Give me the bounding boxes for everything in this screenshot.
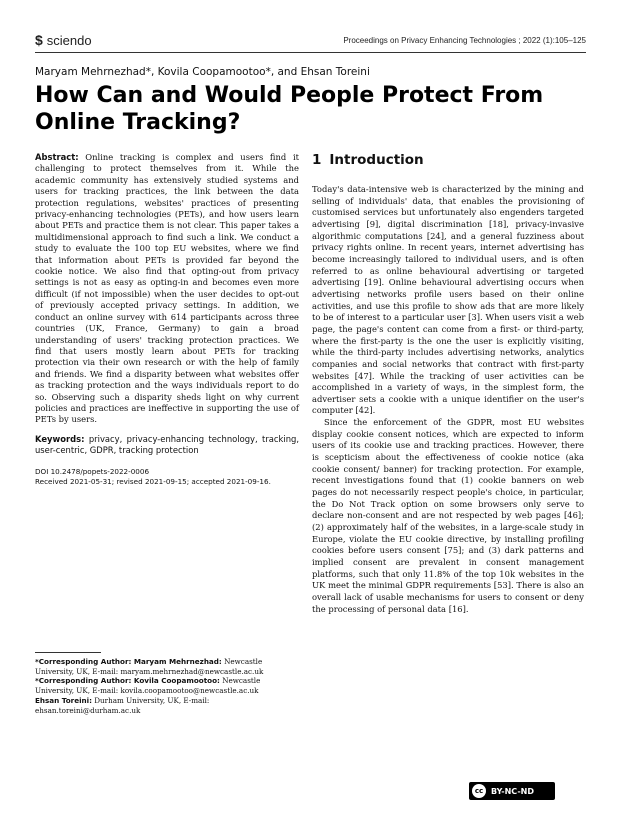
footnote-rule	[35, 652, 101, 653]
footnote-item: Ehsan Toreini: Durham University, UK, E-mail: ehsan.toreini@durham.ac.uk	[35, 695, 210, 715]
doi: DOI 10.2478/popets-2022-0006	[35, 466, 150, 476]
publisher-name: sciendo	[46, 32, 92, 48]
footnotes	[35, 657, 299, 715]
footnote-item: *Corresponding Author: Kovila Coopamootoo: Newcastle University, UK, E-mail: kovila.coopamootoo@newcastle.ac.uk	[35, 676, 261, 696]
section-heading	[312, 152, 584, 168]
footnote-item: *Corresponding Author: Maryam Mehrnezhad: Newcastle University, UK, E-mail: maryam.mehrnezhad@newcastle.ac.uk	[35, 657, 264, 676]
keywords	[35, 434, 299, 457]
section-title: Introduction	[329, 152, 424, 168]
body-paragraph: Since the enforcement of the GDPR, most EU websites display cookie consent notices, which are expected to inform users of its cookie use and tracking practices. However, there is scepticism about the effectiveness of cookie notice (aka cookie consent/ banner) for tracking protection. For example, recent investigations found that (1) cookie banners on web pages do not necessarily respect people's choice, in particular, the Do Not Track option on some browsers only serve to declare non-consent and are not respected by web pages [46]; (2) approximately half of the websites, in a large-scale study in Europe, violate the EU cookie directive, by installing profiling cookies before users consent [75]; and (3) dark patterns and implied consent are prevalent in consent management platforms, such that only 11.8% of the top 10k websites in the UK meet the minimal GDPR requirements [53]. There is also an overall lack of usable mechanisms for users to consent or deny the processing of personal data [16].	[312, 417, 584, 614]
abstract-text: Online tracking is complex and users find it challenging to protect themselves from it. While the academic community has extensively studied systems and users for tracking practices, the link between the data protection regulations, websites' practices of presenting privacy-enhancing technologies (PETs), and how users learn about PETs and practice them is not clear. This paper takes a multidimensional approach to find such a link. We conduct a study to evaluate the 100 top EU websites, where we find that information about PETs is provided far beyond the cookie notice. We also find that opting-out from privacy settings is not as easy as opting-in and becomes even more difficult (if not impossible) when the user decides to opt-out of previously accepted privacy settings. In addition, we conduct an online survey with 614 participants across three countries (UK, France, Germany) to gain a broad understanding of users' tracking protection practices. We find that users mostly learn about PETs for tracking protection via their own research or with the help of family and friends. We find a disparity between what websites offer as tracking protection and the ways individuals report to do so. Observing such a disparity sheds light on why current policies and practices are ineffective in supporting the use of PETs by users.	[35, 152, 299, 425]
creative-commons-icon: cc	[472, 784, 486, 798]
right-column	[312, 152, 584, 615]
sciendo-logo-icon: $	[35, 32, 43, 48]
paper-title: How Can and Would People Protect From Online Tracking?	[35, 83, 544, 135]
license-text: BY-NC-ND	[491, 786, 535, 796]
keywords-label: Keywords:	[35, 433, 85, 444]
publisher-logo	[35, 32, 92, 48]
license-badge[interactable]	[469, 782, 555, 800]
keywords-text: privacy, privacy-enhancing technology, tracking, user-centric, GDPR, tracking protection	[35, 433, 299, 456]
journal-citation: Proceedings on Privacy Enhancing Technologies ; 2022 (1):105–125	[343, 36, 586, 45]
journal-header	[35, 30, 586, 53]
author-list: Maryam Mehrnezhad*, Kovila Coopamootoo*, and Ehsan Toreini	[35, 66, 370, 78]
section-number: 1	[312, 152, 322, 168]
abstract	[35, 152, 299, 426]
received-dates: Received 2021-05-31; revised 2021-09-15; accepted 2021-09-16.	[35, 476, 271, 486]
left-column	[35, 152, 299, 487]
body-paragraph: Today's data-intensive web is characterized by the mining and selling of individuals' data, that enables the provisioning of customised services but unfortunately also engenders targeted advertising [9], digital discrimination [18], privacy-invasive algorithmic computations [24], and a general fuzziness about privacy rights online. In recent years, internet advertising has become increasingly tailored to individual users, and is often referred to as online behavioural advertising or targeted advertising [19]. Online behavioural advertising occurs when advertising networks profile users based on their online activities, and use this profile to show ads that are more likely to be of interest to a particular user [3]. When users visit a web page, the page's content can come from a first- or third-party, where the first-party is the one the user is explicitly visiting, while the third-party includes advertising networks, analytics companies and social networks that contract with first-party websites [47]. While the tracking of user activities can be accomplished in a variety of ways, in the simplest form, the advertiser sets a cookie with a unique identifier on the user's computer [42].	[312, 184, 584, 416]
abstract-label: Abstract:	[35, 152, 79, 162]
